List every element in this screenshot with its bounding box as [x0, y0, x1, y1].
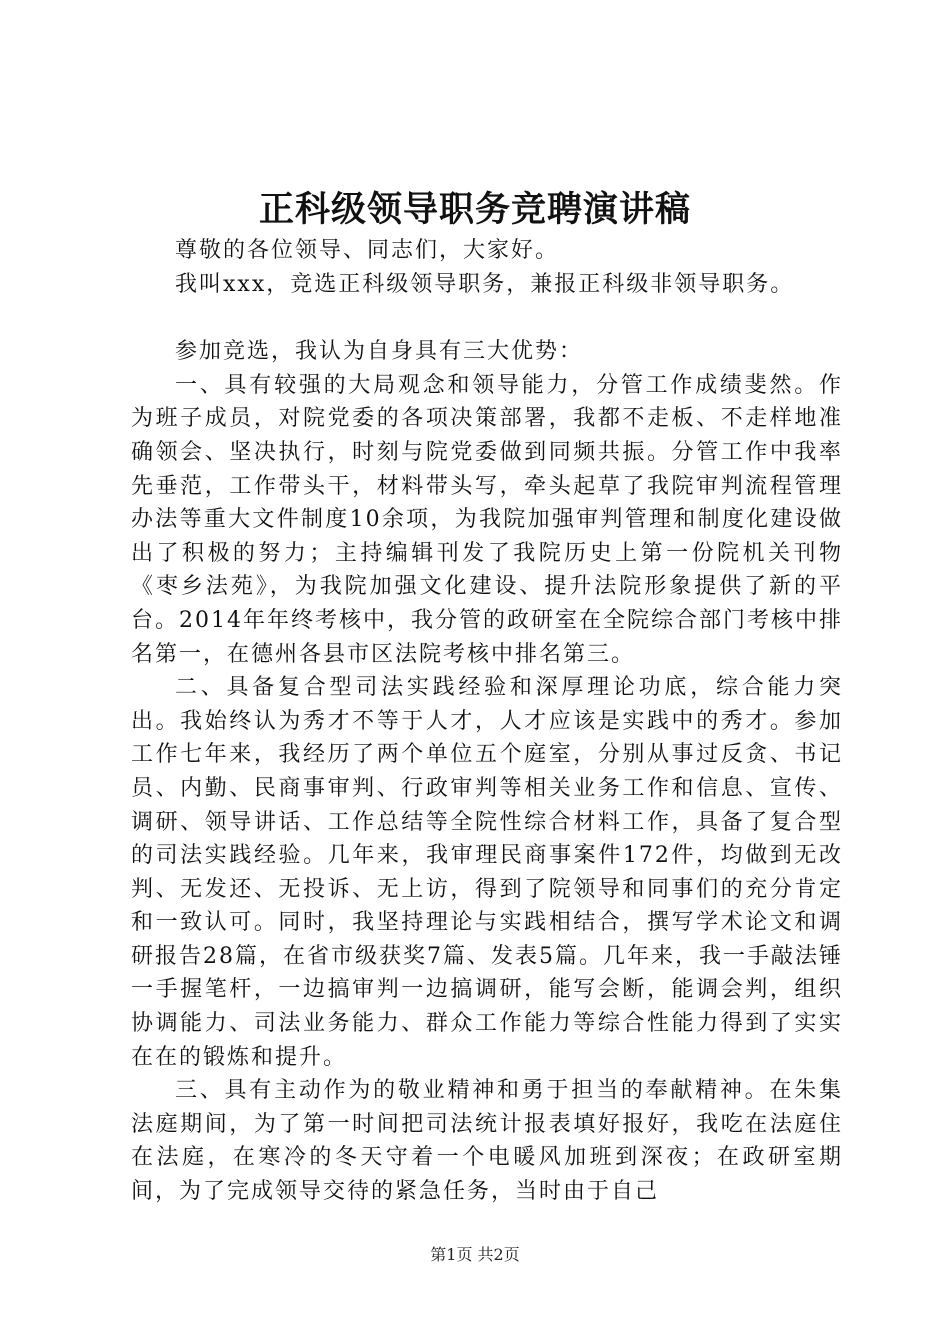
advantage-two-paragraph: 二、具备复合型司法实践经验和深厚理论功底，综合能力突出。我始终认为秀才不等于人才，人才应该是实践中的秀才。参加工作七年来，我经历了两个单位五个庭室，分别从事过反贪、书记员、内勤、民商事审判、行政审判等相关业务工作和信息、宣传、调研、领导讲话、工作总结等全院性综合材料工作，具备了复合型的司法实践经验。几年来，我审理民商事案件172件，均做到无改判、无发还、无投诉、无上访，得到了院领导和同事们的充分肯定和一致认可。同时，我坚持理论与实践相结合，撰写学术论文和调研报告28篇，在省市级获奖7篇、发表5篇。几年来，我一手敲法锤一手握笔杆，一边搞审判一边搞调研，能写会断，能调会判，组织协调能力、司法业务能力、群众工作能力等综合性能力得到了实实在在的锻炼和提升。 — [131, 675, 843, 1070]
document-title: 正科级领导职务竞聘演讲稿 — [258, 189, 691, 230]
advantages-heading-paragraph: 参加竞选，我认为自身具有三大优势： — [175, 339, 584, 365]
greeting-paragraph: 尊敬的各位领导、同志们，大家好。 — [175, 238, 560, 263]
paragraph-spacer — [131, 301, 843, 335]
intro-paragraph: 我叫xxx，竞选正科级领导职务，兼报正科级非领导职务。 — [175, 271, 795, 297]
advantage-one-paragraph: 一、具有较强的大局观念和领导能力，分管工作成绩斐然。作为班子成员，对院党委的各项决策部署，我都不走板、不走样地准确领会、坚决执行，时刻与院党委做到同频共振。分管工作中我率先垂范，工作带头干，材料带头写，牵头起草了我院审判流程管理办法等重大文件制度10余项，为我院加强审判管理和制度化建设做出了积极的努力；主持编辑刊发了我院历史上第一份院机关刊物《枣乡法苑》，为我院加强文化建设、提升法院形象提供了新的平台。2014年年终考核中，我分管的政研室在全院综合部门考核中排名第一，在德州各县市区法院考核中排名第三。 — [131, 372, 843, 667]
page-footer: 第1页 共2页 — [430, 1245, 520, 1264]
document-body — [131, 234, 843, 1209]
advantage-three-paragraph: 三、具有主动作为的敬业精神和勇于担当的奉献精神。在朱集法庭期间，为了第一时间把司法统计报表填好报好，我吃在法庭住在法庭，在寒冷的冬天守着一个电暖风加班到深夜；在政研室期间，为了完成领导交待的紧急任务，当时由于自己 — [131, 1078, 843, 1205]
